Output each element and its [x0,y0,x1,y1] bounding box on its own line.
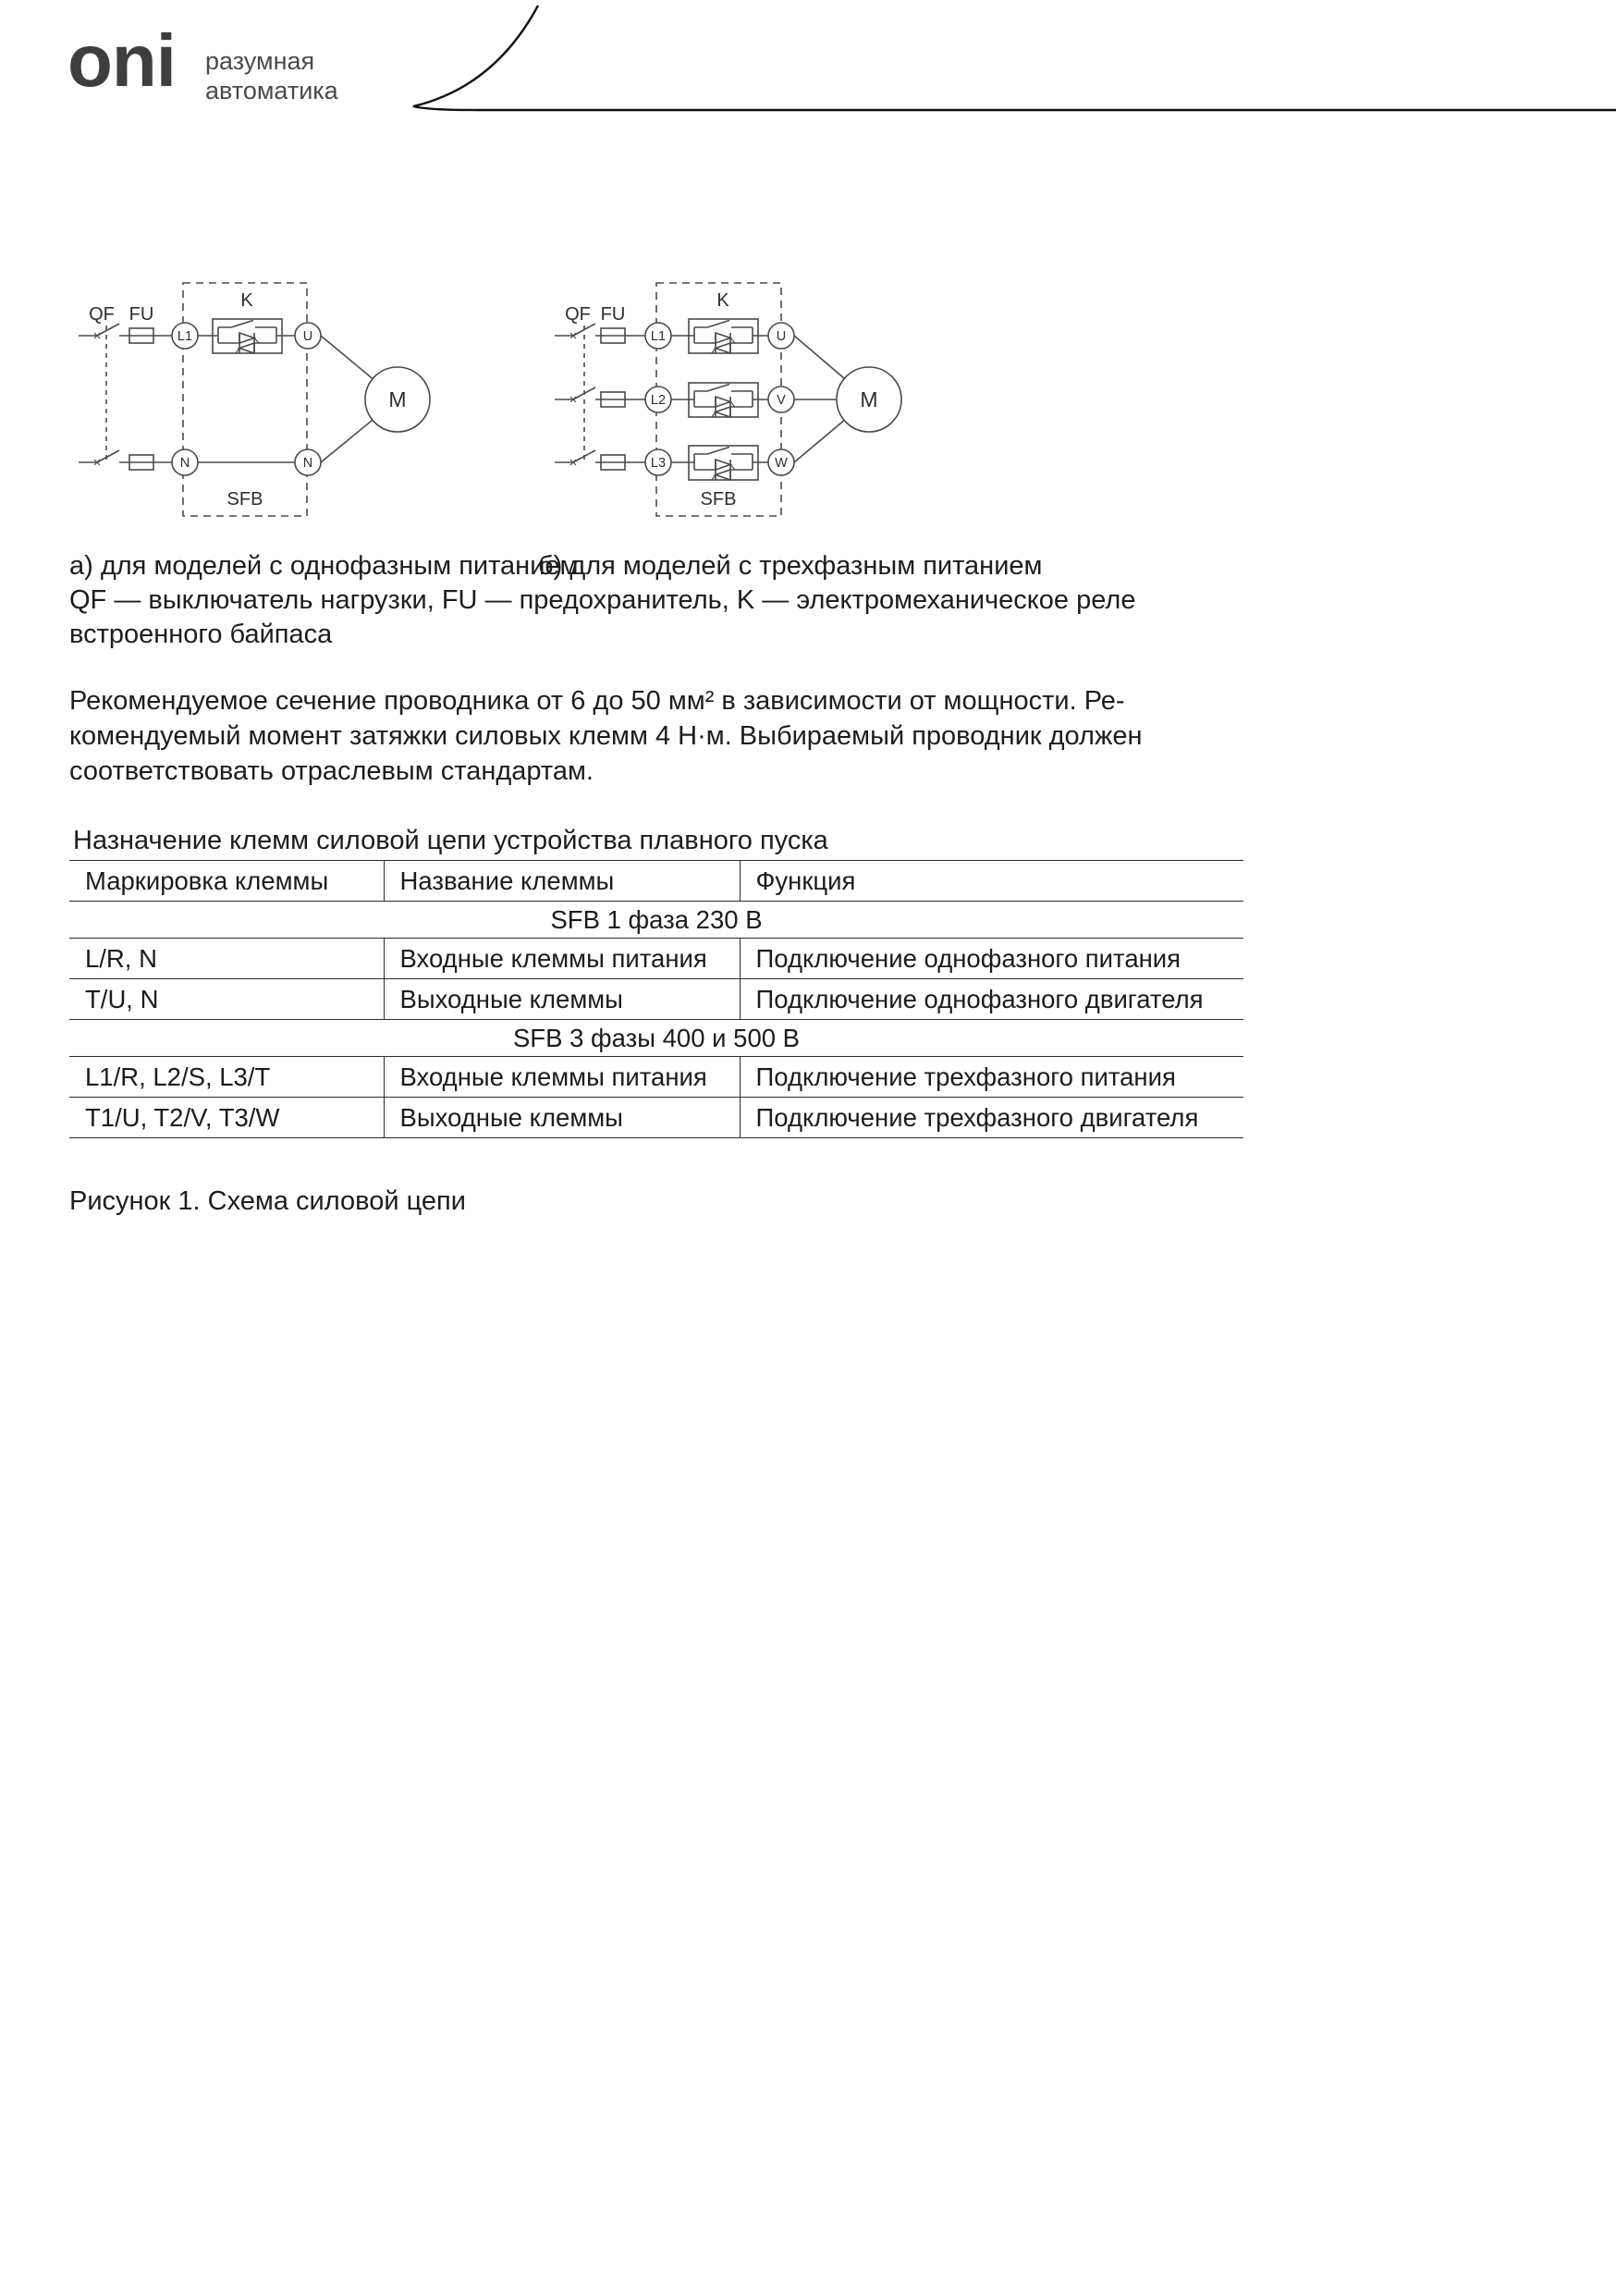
cell-function: Подключение трехфазного двигателя [740,1098,1243,1138]
paragraph-line-3: соответствовать отраслевым стандартам. [69,756,594,786]
cell-marking: L/R, N [69,939,384,979]
tagline-line-2: автоматика [205,77,338,104]
cell-function: Подключение однофазного питания [740,939,1243,979]
col-header-name: Название клеммы [384,861,740,902]
col-header-function: Функция [740,861,1243,902]
circuit-diagrams [55,272,961,542]
sfb-boundary-box-a [183,283,307,516]
paragraph-line-2: комендуемый момент затяжки силовых клемм 4 Н·м. Выбираемый проводник должен [69,721,1143,751]
conductor-paragraph [69,683,1143,789]
table-row [69,979,1243,1020]
table-section-row-1phase [69,902,1243,939]
qf-switch-a1 [79,324,119,338]
table-row [69,939,1243,979]
bypass-thyristor-block-b1 [689,319,758,354]
bypass-thyristor-block-a [213,319,282,354]
cell-name: Выходные клеммы [384,979,740,1020]
cell-marking: T1/U, T2/V, T3/W [69,1098,384,1138]
table-title: Назначение клемм силовой цепи устройства плавного пуска [73,826,828,855]
motor-label-a: M [388,387,407,411]
qf-label-a: QF [89,304,115,325]
terminal-label-w-b: W [775,456,788,471]
fu-label-a: FU [129,304,154,325]
header-swoosh-line [0,0,1616,120]
sfb-label-b: SFB [700,489,737,510]
k-label-b: K [716,290,729,311]
cell-name: Входные клеммы питания [384,939,740,979]
cell-function: Подключение однофазного двигателя [740,979,1243,1020]
cell-marking: L1/R, L2/S, L3/T [69,1057,384,1098]
paragraph-line-1: Рекомендуемое сечение проводника от 6 до 50 мм² в зависимости от мощности. Ре- [69,686,1125,716]
wires-a [119,336,398,462]
fu-label-b: FU [600,304,626,325]
col-header-marking: Маркировка клеммы [69,861,384,902]
table-header-row [69,861,1243,902]
cell-name: Входные клеммы питания [384,1057,740,1098]
qf-switch-b2 [555,387,595,402]
table-row [69,1098,1243,1138]
sfb-label-a: SFB [226,489,263,510]
caption-b: б) для моделей с трехфазным питанием [538,551,1043,581]
terminal-label-n-in-a: N [179,456,190,471]
terminal-label-u-a: U [302,329,313,344]
cell-marking: T/U, N [69,979,384,1020]
qf-switch-a2 [79,450,119,465]
table-section-row-3phase [69,1020,1243,1057]
oni-logo: oni [67,19,176,102]
motor-label-b: M [860,387,878,411]
legend-line-1: QF — выключатель нагрузки, FU — предохранитель, K — электромеханическое реле [69,585,1136,615]
terminal-label-v-b: V [777,393,786,408]
qf-label-b: QF [565,304,591,325]
cell-name: Выходные клеммы [384,1098,740,1138]
terminal-label-u-b: U [776,329,787,344]
terminal-label-l3-b: L3 [650,456,667,471]
legend-line-2: встроенного байпаса [69,620,333,649]
figure-caption: Рисунок 1. Схема силовой цепи [69,1186,466,1216]
bypass-thyristor-block-b2 [689,383,758,418]
qf-switch-b1 [555,324,595,338]
k-label-a: K [240,290,253,311]
terminal-label-n-out-a: N [302,456,313,471]
cell-function: Подключение трехфазного питания [740,1057,1243,1098]
section-label-3phase: SFB 3 фазы 400 и 500 В [69,1020,1243,1057]
qf-switch-b3 [555,450,595,465]
section-label-1phase: SFB 1 фаза 230 В [69,902,1243,939]
caption-a: а) для моделей с однофазным питанием [69,551,579,581]
terminal-label-l1-b: L1 [650,329,667,344]
table-row [69,1057,1243,1098]
tagline-line-1: разумная [205,47,315,75]
terminal-label-l1-a: L1 [177,329,193,344]
bypass-thyristor-block-b3 [689,446,758,481]
terminal-label-l2-b: L2 [650,393,667,408]
terminals-table [69,860,1243,1138]
